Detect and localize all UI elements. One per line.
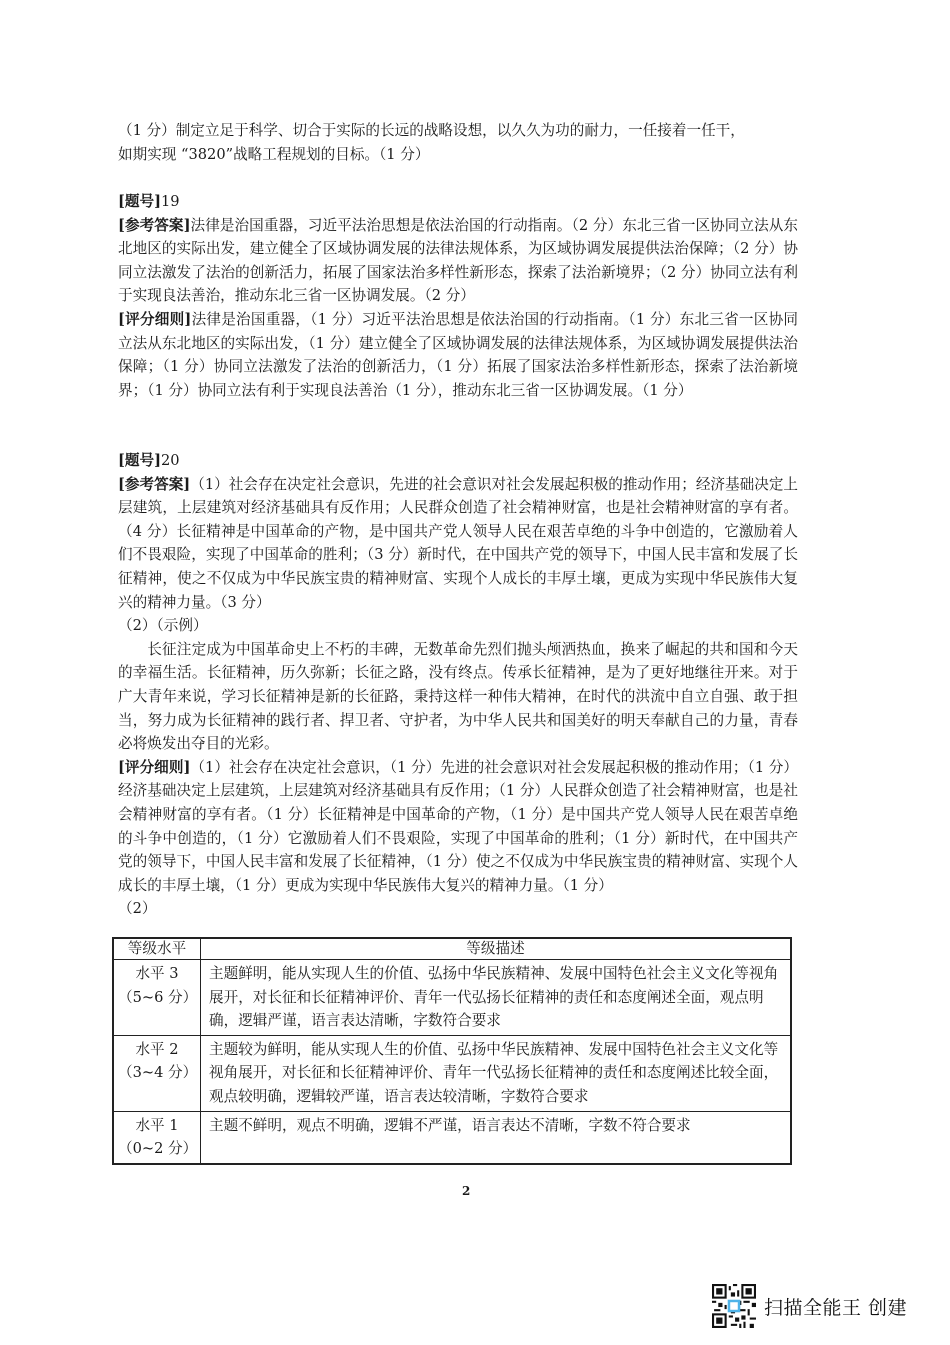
grading-level-table bbox=[112, 937, 792, 1165]
page-number: 2 bbox=[462, 1184, 471, 1198]
scanner-label: 扫描全能王 创建 bbox=[764, 1296, 908, 1319]
intro-paragraph bbox=[118, 119, 798, 166]
level-name: 水平 2 bbox=[135, 1040, 179, 1058]
part2-label: （2） bbox=[118, 900, 157, 918]
answer-text: 法律是治国重器，习近平法治思想是依法治国的行动指南。（2 分）东北三省一区协同立法从东北地区的实际出发，建立健全了区域协调发展的法律法规体系，为区域协调发展提供法治保障；（2 分）协同立法激发了法治的创新活力，拓展了国家法治多样性新形态，探索了法治新境界；（2 分）协同立法有利于实现良法善治，推动东北三省一区协调发展。（2 分） bbox=[118, 216, 798, 305]
heading-label: [题号] bbox=[118, 193, 161, 210]
scoring-rubric bbox=[118, 308, 798, 402]
example-label: （2）（示例） bbox=[118, 617, 208, 635]
level-score: （5~6 分） bbox=[118, 988, 198, 1006]
answer-text: （1）社会存在决定社会意识，先进的社会意识对社会发展起积极的推动作用；经济基础决定上层建筑，上层建筑对经济基础具有反作用；人民群众创造了社会精神财富，也是社会精神财富的享有者。（4 分）长征精神是中国革命的产物，是中国共产党人领导人民在艰苦卓绝的斗争中创造的，它激励着人们不畏艰险，实现了中国革命的胜利；（3 分）新时代，在中国共产党的领导下，中国人民丰富和发展了长征精神，使之不仅成为中华民族宝贵的精神财富、实现个人成长的丰厚土壤，更成为实现中华民族伟大复兴的精神力量。（3 分） bbox=[118, 475, 799, 611]
level-description: 主题不鲜明，观点不明确，逻辑不严谨，语言表达不清晰，字数不符合要求 bbox=[201, 1111, 792, 1164]
question-heading bbox=[118, 190, 798, 214]
question-heading bbox=[118, 449, 798, 473]
question-19 bbox=[118, 190, 798, 402]
table-row bbox=[113, 1035, 791, 1111]
reference-answer bbox=[118, 214, 798, 308]
table-row bbox=[113, 960, 791, 1036]
reference-answer bbox=[118, 473, 798, 615]
table-header: 等级水平 bbox=[113, 938, 201, 960]
answer-label: [参考答案] bbox=[118, 216, 191, 234]
example-essay: 长征注定成为中国革命史上不朽的丰碑，无数革命先烈们抛头颅洒热血，换来了崛起的共和国和今天的幸福生活。长征精神，历久弥新；长征之路，没有终点。传承长征精神，是为了更好地继往开来。对于广大青年来说，学习长征精神是新的长征路，秉持这样一种伟大精神，在时代的洪流中自立自强、敢于担当，努力成为长征精神的践行者、捍卫者、守护者，为中华人民共和国美好的明天奉献自己的力量，青春必将焕发出夺目的光彩。 bbox=[118, 640, 798, 753]
level-cell bbox=[113, 1111, 201, 1164]
scanner-watermark bbox=[712, 1283, 907, 1329]
qr-code-icon bbox=[712, 1284, 756, 1328]
table-header: 等级描述 bbox=[201, 938, 792, 960]
intro-line: （1 分）制定立足于科学、切合于实际的长远的战略设想，以久久为功的耐力，一任接着一任干， bbox=[118, 122, 745, 139]
scoring-rubric bbox=[118, 756, 798, 898]
heading-number: 20 bbox=[161, 452, 180, 469]
level-name: 水平 3 bbox=[135, 965, 179, 982]
level-name: 水平 1 bbox=[135, 1116, 179, 1134]
rubric-text: 法律是治国重器，（1 分）习近平法治思想是依法治国的行动指南。（1 分）东北三省一区协同立法从东北地区的实际出发，（1 分）建立健全了区域协调发展的法律法规体系，为区域协调发展提供法治保障；（1 分）协同立法激发了法治的创新活力，（1 分）拓展了国家法治多样性新形态，探索了法治新境界；（1 分）协同立法有利于实现良法善治（1 分），推动东北三省一区协调发展。（1 分） bbox=[118, 310, 798, 399]
level-description: 主题较为鲜明，能从实现人生的价值、弘扬中华民族精神、发展中国特色社会主义文化等视角展开，对长征和长征精神评价、青年一代弘扬长征精神的责任和态度阐述比较全面，观点较明确，逻辑较严谨，语言表达较清晰，字数符合要求 bbox=[201, 1035, 792, 1111]
level-description: 主题鲜明，能从实现人生的价值、弘扬中华民族精神、发展中国特色社会主义文化等视角展开，对长征和长征精神评价、青年一代弘扬长征精神的责任和态度阐述全面，观点明确，逻辑严谨，语言表达清晰，字数符合要求 bbox=[201, 960, 792, 1036]
answer-label: [参考答案] bbox=[118, 475, 191, 493]
rubric-text: （1）社会存在决定社会意识，（1 分）先进的社会意识对社会发展起积极的推动作用；（1 分）经济基础决定上层建筑，上层建筑对经济基础具有反作用；（1 分）人民群众创造了社会精神财富，也是社会精神财富的享有者。（1 分）长征精神是中国革命的产物，（1 分）是中国共产党人领导人民在艰苦卓绝的斗争中创造的，（1 分）它激励着人们不畏艰险，实现了中国革命的胜利；（1 分）新时代，在中国共产党的领导下，中国人民丰富和发展了长征精神，（1 分）使之不仅成为中华民族宝贵的精神财富、实现个人成长的丰厚土壤，（1 分）更成为实现中华民族伟大复兴的精神力量。（1 分） bbox=[118, 758, 798, 894]
rubric-label: [评分细则] bbox=[118, 758, 191, 776]
heading-label: [题号] bbox=[118, 452, 161, 469]
table-header-row bbox=[113, 938, 791, 960]
level-score: （0~2 分） bbox=[118, 1140, 198, 1158]
question-20 bbox=[118, 449, 798, 921]
heading-number: 19 bbox=[161, 193, 180, 210]
rubric-label: [评分细则] bbox=[118, 310, 192, 328]
table-row bbox=[113, 1111, 791, 1164]
intro-line: 如期实现 “3820”战略工程规划的目标。（1 分） bbox=[118, 145, 430, 163]
level-cell bbox=[113, 960, 201, 1036]
level-score: （3~4 分） bbox=[118, 1064, 198, 1082]
level-cell bbox=[113, 1035, 201, 1111]
